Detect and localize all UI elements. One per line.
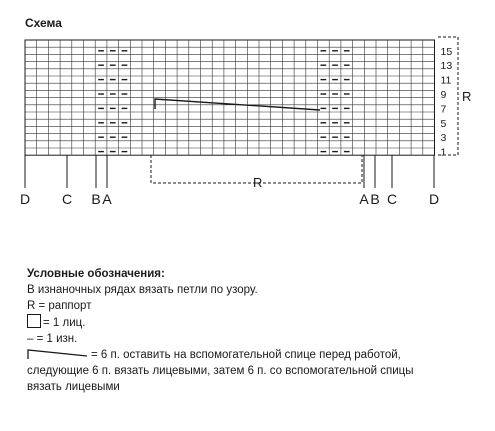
row-number: 1 xyxy=(440,146,447,159)
chart-grid xyxy=(25,40,435,155)
marker-label: D xyxy=(428,191,440,207)
knit-symbol-icon xyxy=(27,314,41,328)
repeat-bottom-label: R xyxy=(253,175,263,190)
marker-label: B xyxy=(91,191,101,207)
chart-title: Схема xyxy=(25,16,62,30)
legend-line-1: В изнаночных рядах вязать петли по узору. xyxy=(27,284,258,296)
row-number: 13 xyxy=(440,60,453,73)
row-number: 7 xyxy=(440,103,447,116)
legend-knit-def: = 1 лиц. xyxy=(43,317,86,329)
legend xyxy=(27,266,477,395)
marker-label: C xyxy=(386,191,398,207)
marker-label: B xyxy=(370,191,380,207)
row-number: 15 xyxy=(440,45,453,58)
row-numbers xyxy=(441,46,453,159)
legend-knit-row xyxy=(27,314,477,331)
repeat-brackets xyxy=(151,37,471,190)
legend-purl-def: – = 1 изн. xyxy=(27,333,78,345)
marker-label: C xyxy=(61,191,73,207)
legend-cable-row xyxy=(27,347,477,363)
row-number: 9 xyxy=(440,89,447,101)
legend-cable-def-1: = 6 п. оставить на вспомогательной спице перед работой, xyxy=(91,349,401,361)
legend-repeat-def: R = раппорт xyxy=(27,300,92,312)
legend-cable-def-2: следующие 6 п. вязать лицевыми, затем 6 п. со вспомогательной спицы xyxy=(27,365,414,377)
marker-label: A xyxy=(359,191,369,207)
row-number: 5 xyxy=(440,117,447,130)
cable-symbol-icon xyxy=(27,348,89,360)
legend-cable-def-3: вязать лицевыми xyxy=(27,381,120,393)
repeat-side-label: R xyxy=(462,89,472,104)
marker-label: D xyxy=(19,191,31,207)
marker-label: A xyxy=(102,191,112,207)
legend-heading: Условные обозначения: xyxy=(27,268,165,280)
row-number: 11 xyxy=(440,74,452,87)
column-markers xyxy=(20,155,439,207)
row-number: 3 xyxy=(440,132,447,145)
